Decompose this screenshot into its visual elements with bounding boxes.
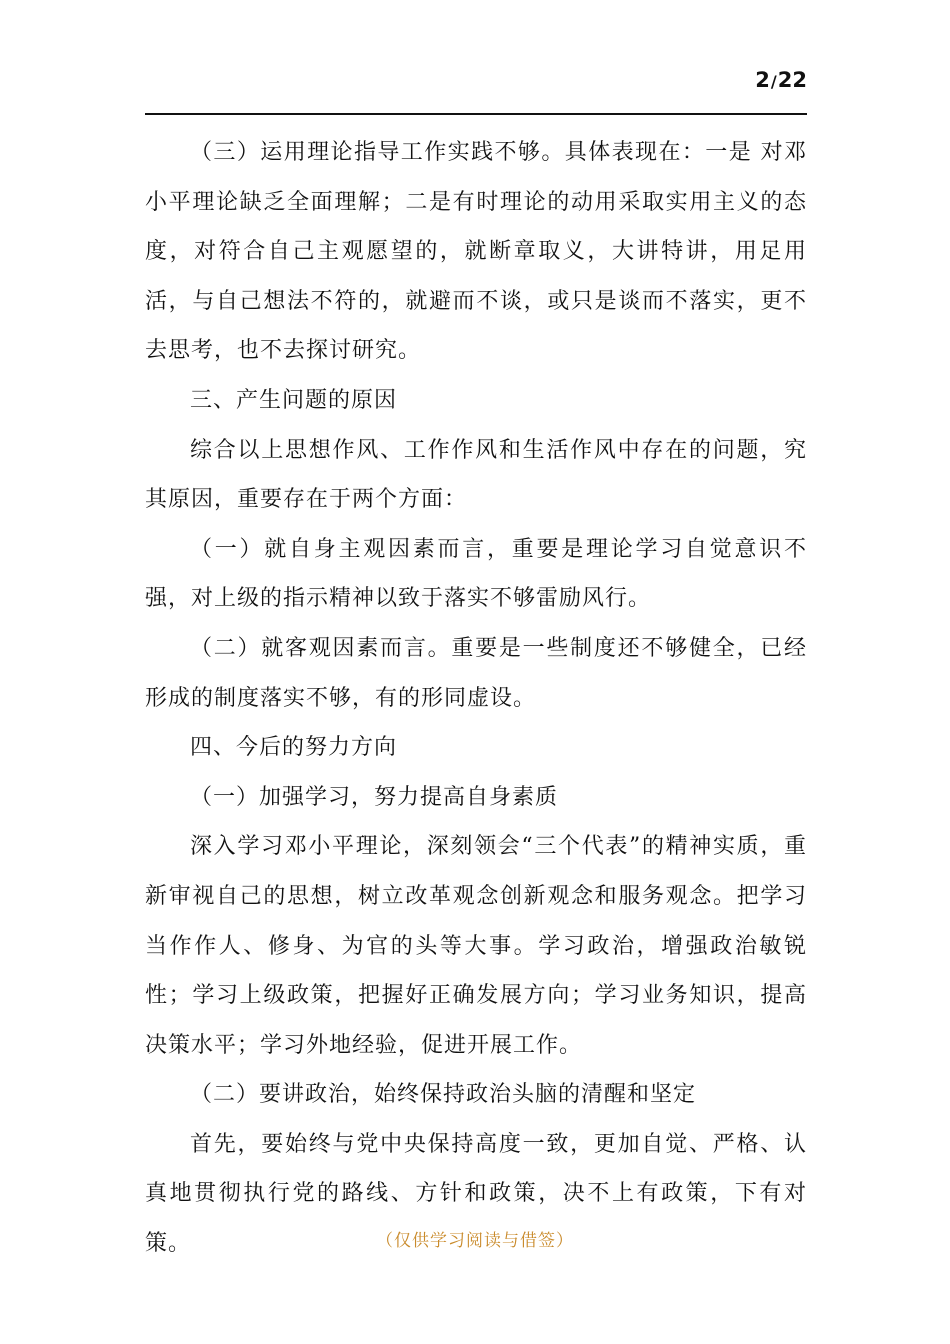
paragraph-learning-details: 深入学习邓小平理论，深刻领会“三个代表”的精神实质，重新审视自己的思想，树立改革观念创新观念和服务观念。把学习当作作人、修身、为官的头等大事。学习政治，增强政治敏锐性；学习上级政策，把握好正确发展方向；学习业务知识，提高决策水平；学习外地经验，促进开展工作。 — [145, 834, 807, 1058]
document-body — [145, 128, 807, 1269]
page-current: 2 — [755, 68, 770, 92]
paragraph-objective-factors: （二）就客观因素而言。重要是一些制度还不够健全，已经形成的制度落实不够，有的形同虚设。 — [145, 635, 807, 711]
page-total: 22 — [777, 68, 807, 92]
subheading-politics: （二）要讲政治，始终保持政治头脑的清醒和坚定 — [190, 1082, 697, 1108]
paragraph-theory-practice: （三）运用理论指导工作实践不够。具体表现在：一是 对邓小平理论缺乏全面理解；二是有时理论的动用采取实用主义的态度，对符合自己主观愿望的，就断章取义，大讲特讲，用足用活，与自己想法不符的，就避而不谈，或只是谈而不落实，更不去思考，也不去探讨研究。 — [145, 140, 807, 364]
section-heading-direction: 四、今后的努力方向 — [190, 735, 398, 761]
header-divider — [145, 113, 807, 115]
subheading-strengthen-learning: （一）加强学习，努力提高自身素质 — [190, 784, 559, 810]
section-heading-causes: 三、产生问题的原因 — [190, 387, 398, 413]
page-separator: / — [770, 72, 777, 91]
footer-disclaimer: （仅供学习阅读与借签） — [376, 1231, 574, 1251]
paragraph-causes-summary: 综合以上思想作风、工作作风和生活作风中存在的问题，究其原因，重要存在于两个方面： — [145, 437, 807, 513]
paragraph-politics-details: 首先，要始终与党中央保持高度一致，更加自觉、严格、认真地贯彻执行党的路线、方针和政策，决不上有政策，下有对策。 — [145, 1131, 807, 1257]
page-number — [755, 68, 807, 92]
paragraph-subjective-factors: （一）就自身主观因素而言，重要是理论学习自觉意识不强，对上级的指示精神以致于落实不够雷励风行。 — [145, 536, 807, 612]
